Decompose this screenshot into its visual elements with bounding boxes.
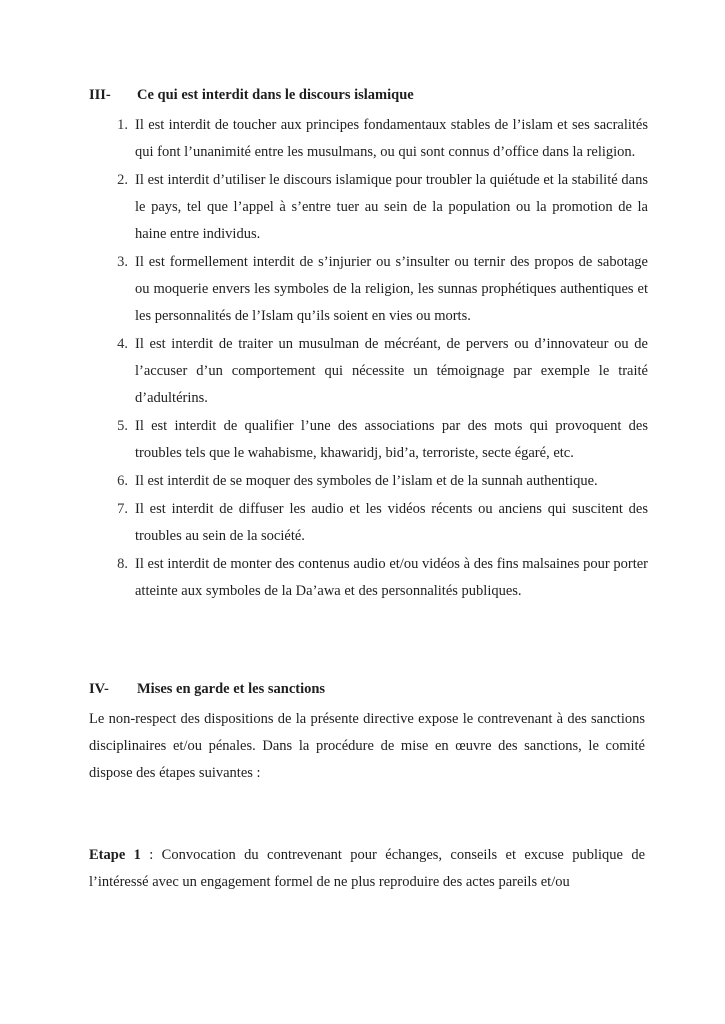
section-4-number: IV- [89, 681, 109, 697]
list-item: 1. Il est interdit de toucher aux principes fondamentaux stables de l’islam et ses sacralités qui font l’unanimité entre les musulmans, ou qui sont connus d’office dans la religion. [117, 117, 648, 160]
list-item: 5. Il est interdit de qualifier l’une des associations par des mots qui provoquent des troubles tels que le wahabisme, khawaridj, bid’a, terroriste, secte égaré, etc. [117, 418, 648, 461]
section-4-heading [89, 680, 325, 698]
step-1-label: Etape 1 [89, 847, 141, 863]
list-item: 4. Il est interdit de traiter un musulman de mécréant, de pervers ou d’innovateur ou de l’accuser d’un comportement qui nécessite un témoignage par exemple le traité d’adultérins. [117, 336, 648, 406]
section-4-title: Mises en garde et les sanctions [137, 681, 326, 697]
step-1-text: : Convocation du contrevenant pour échanges, conseils et excuse publique de l’intéressé avec un engagement formel de ne plus reproduire des actes pareils et/ou [89, 847, 646, 890]
list-item: 3. Il est formellement interdit de s’injurier ou s’insulter ou ternir des propos de sabotage ou moquerie envers les symboles de la religion, les sunnas prophétiques authentiques et les personnalités de l’Islam qu’ils soient en vies ou morts. [117, 254, 648, 324]
list-item: 6. Il est interdit de se moquer des symboles de l’islam et de la sunnah authentique. [117, 473, 598, 489]
section-3-heading [89, 86, 414, 104]
list-item: 2. Il est interdit d’utiliser le discours islamique pour troubler la quiétude et la stabilité dans le pays, tel que l’appel à s’entre tuer au sein de la population ou la promotion de la haine entre individus. [117, 172, 648, 242]
sanctions-paragraph: Le non-respect des dispositions de la présente directive expose le contrevenant à des sanctions disciplinaires et/ou pénales. Dans la procédure de mise en œuvre des sanctions, le comité dispose des étapes suivantes : [89, 711, 645, 781]
section-3-title: Ce qui est interdit dans le discours islamique [137, 87, 414, 103]
list-item: 8. Il est interdit de monter des contenus audio et/ou vidéos à des fins malsaines pour porter atteinte aux symboles de la Da’awa et des personnalités publiques. [117, 556, 648, 599]
section-3-number: III- [89, 87, 111, 103]
prohibitions-list [108, 112, 648, 606]
step-1-paragraph [89, 842, 645, 896]
list-item: 7. Il est interdit de diffuser les audio et les vidéos récents ou anciens qui suscitent des troubles au sein de la société. [117, 501, 648, 544]
